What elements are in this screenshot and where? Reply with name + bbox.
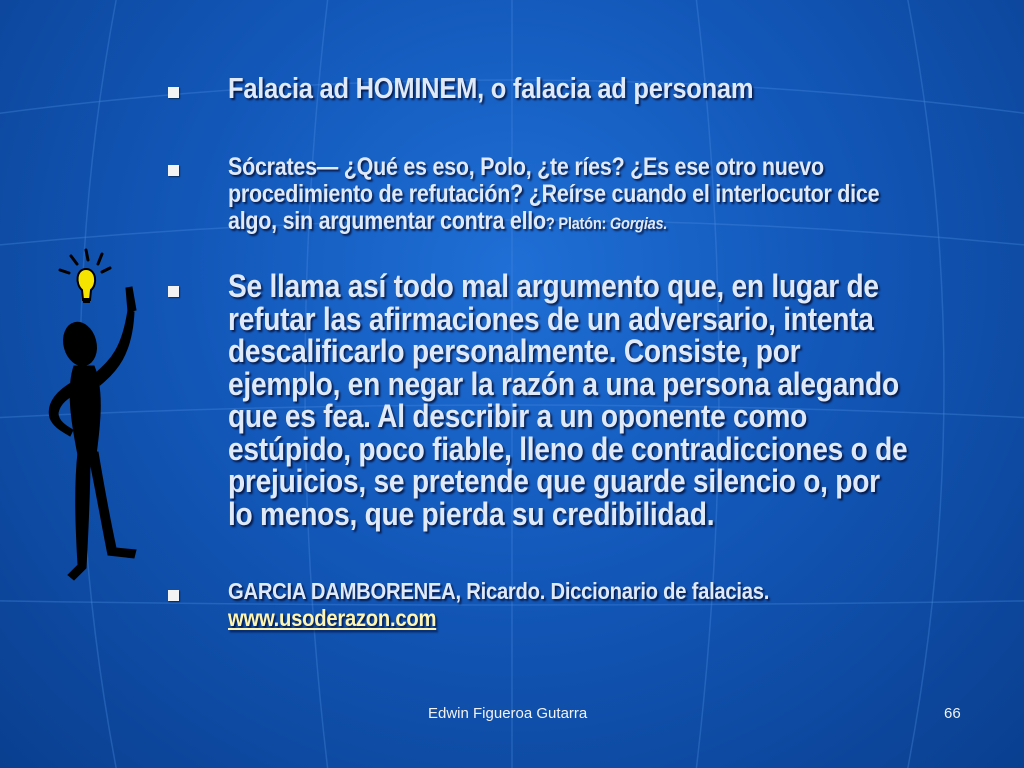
reference-link[interactable]: www.usoderazon.com	[228, 605, 437, 631]
reference	[228, 578, 826, 632]
socrates-quote	[228, 154, 882, 237]
bullet-marker	[168, 590, 179, 601]
bullet-marker	[168, 87, 179, 98]
slide-title: Falacia ad HOMINEM, o falacia ad personam	[228, 73, 754, 105]
bullet-marker	[168, 286, 179, 297]
quote-text: Sócrates— ¿Qué es eso, Polo, ¿te ríes? ¿Es ese otro nuevo procedimiento de refutación? ¿Reírse cuando el interlocutor dice algo, sin argumentar contra ello	[228, 153, 880, 235]
bullet-marker	[168, 165, 179, 176]
definition-paragraph: Se llama así todo mal argumento que, en lugar de refutar las afirmaciones de un adversario, intenta descalificarlo personalmente. Consiste, por ejemplo, en negar la razón a una persona alegando que es fea. Al describir a un oponente como estúpido, poco fiable, lleno de contradicciones o de prejuicios, se pretende que guarde silencio o, por lo menos, que pierda su credibilidad.	[228, 268, 908, 532]
idea-lightbulb-stick-figure-icon	[38, 240, 150, 590]
page-number: 66	[944, 705, 961, 722]
quote-citation-work: Gorgias.	[609, 214, 668, 233]
reference-text: GARCIA DAMBORENEA, Ricardo. Diccionario de falacias.	[228, 578, 770, 604]
quote-citation: ? Platón:	[545, 214, 610, 233]
footer-author: Edwin Figueroa Gutarra	[428, 705, 588, 722]
